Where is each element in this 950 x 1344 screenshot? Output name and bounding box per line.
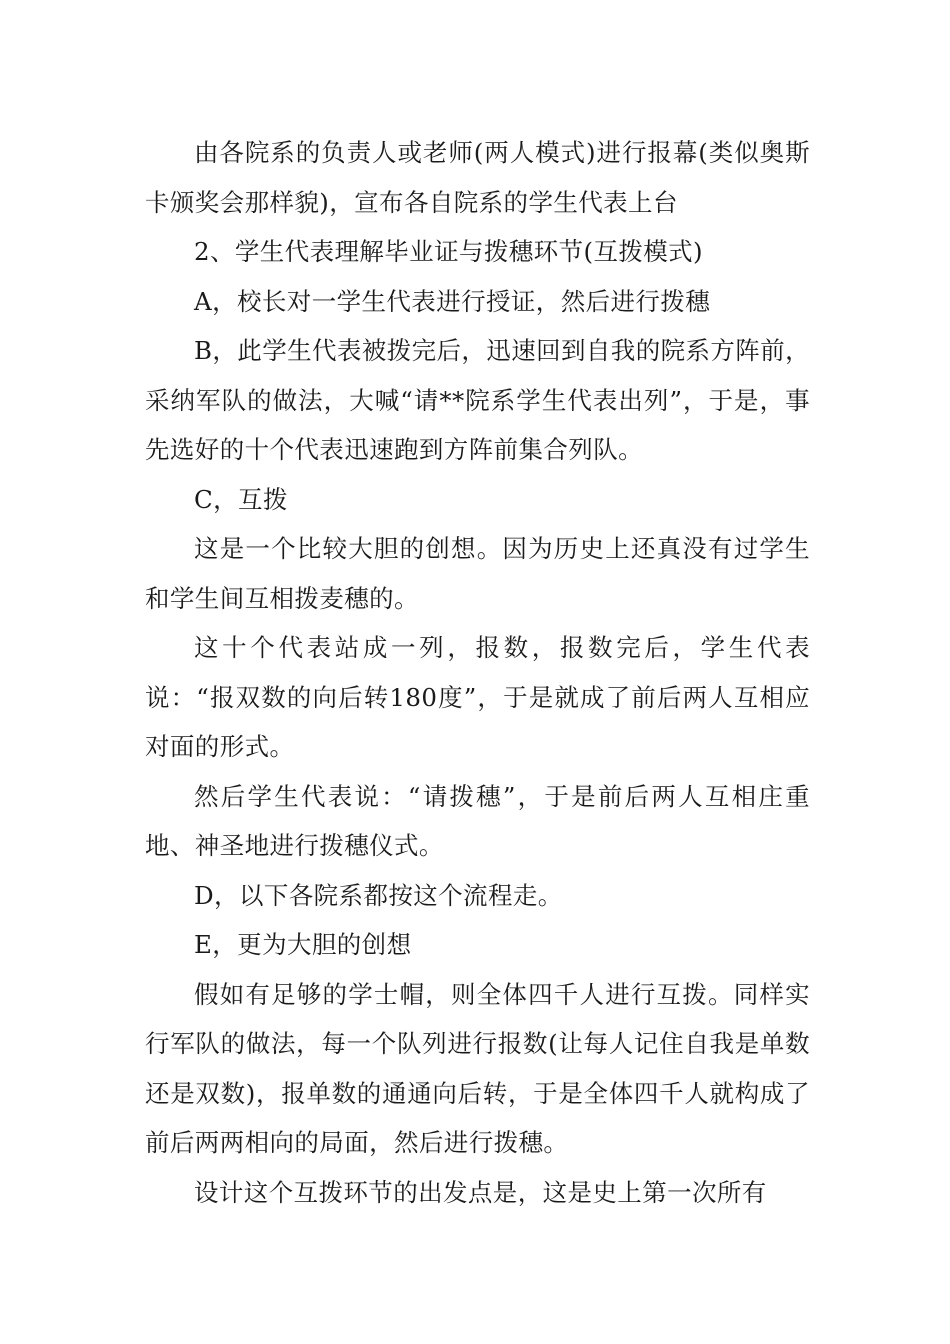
paragraph: 这是一个比较大胆的创想。因为历史上还真没有过学生和学生间互相拨麦穗的。	[145, 534, 810, 613]
paragraph: 假如有足够的学士帽，则全体四千人进行互拨。同样实行军队的做法，每一个队列进行报数(让每人记住自我是单数还是双数)，报单数的通通向后转，于是全体四千人就构成了前后两两相向的局面，然后进行拨穗。	[145, 979, 810, 1157]
paragraph: C，互拨	[194, 484, 288, 514]
paragraph: B，此学生代表被拨完后，迅速回到自我的院系方阵前，采纳军队的做法，大喊“请**院系学生代表出列”，于是，事先选好的十个代表迅速跑到方阵前集合列队。	[145, 336, 811, 464]
paragraph: 然后学生代表说：“请拨穗”，于是前后两人互相庄重地、神圣地进行拨穗仪式。	[145, 781, 810, 860]
paragraph: 2、学生代表理解毕业证与拨穗环节(互拨模式)	[194, 237, 704, 266]
paragraph: A，校长对一学生代表进行授证，然后进行拨穗	[194, 286, 711, 316]
paragraph: D，以下各院系都按这个流程走。	[194, 880, 563, 910]
paragraph: E，更为大胆的创想	[194, 930, 412, 959]
document-body	[145, 128, 810, 1217]
paragraph: 这十个代表站成一列，报数，报数完后，学生代表说：“报双数的向后转180度”，于是就成了前后两人互相应对面的形式。	[145, 633, 810, 761]
paragraph: 由各院系的负责人或老师(两人模式)进行报幕(类似奥斯卡颁奖会那样貌)，宣布各自院系的学生代表上台	[145, 138, 810, 217]
paragraph: 设计这个互拨环节的出发点是，这是史上第一次所有	[194, 1177, 767, 1207]
